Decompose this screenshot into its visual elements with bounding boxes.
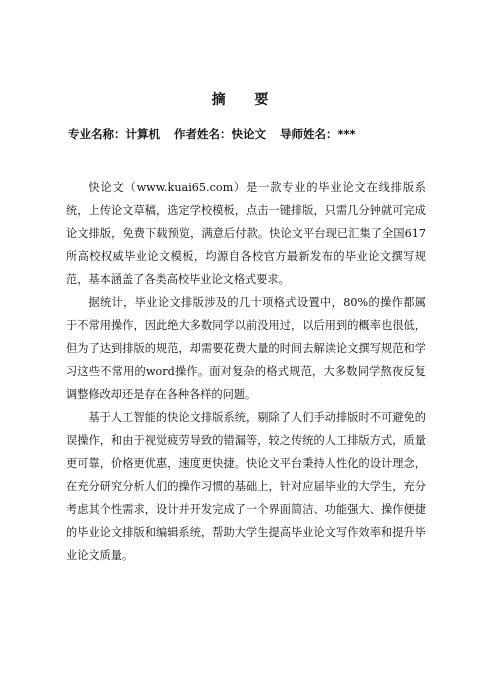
metadata-line bbox=[68, 126, 428, 142]
advisor-value: *** bbox=[337, 127, 356, 141]
author-value: 快论文 bbox=[231, 127, 267, 141]
abstract-title: 摘 要 bbox=[211, 92, 281, 108]
abstract-body bbox=[66, 176, 426, 567]
abstract-paragraph-3: 基于人工智能的快论文排版系统，剔除了人们手动排版时不可避免的误操作，和由于视觉疲劳导致的错漏等，较之传统的人工排版方式，质量更可靠，价格更优惠，速度更快捷。快论文平台秉持人性化的设计理念，在充分研究分析人们的操作习惯的基础上，针对应届毕业的大学生，充分考虑其个性需求，设计并开发完成了一个界面简洁、功能强大、操作便捷的毕业论文排版和编辑系统，帮助大学生提高毕业论文写作效率和提升毕业论文质量。 bbox=[66, 411, 426, 562]
advisor-field bbox=[280, 127, 356, 141]
abstract-paragraph-2: 据统计，毕业论文排版涉及的几十项格式设置中，80%的操作都属于不常用操作，因此绝大多数同学以前没用过，以后用到的概率也很低，但为了达到排版的规范，却需要花费大量的时间去解读论文撰写规范和学习这些不常用的word操作。面对复杂的格式规范，大多数同学熬夜反复调整修改却还是存在各种各样的问题。 bbox=[66, 296, 426, 401]
major-label: 专业名称： bbox=[68, 127, 126, 141]
author-label: 作者姓名： bbox=[174, 127, 232, 141]
author-field bbox=[174, 127, 266, 141]
major-value: 计算机 bbox=[125, 127, 160, 141]
major-field bbox=[68, 127, 160, 141]
advisor-label: 导师姓名： bbox=[280, 127, 338, 141]
abstract-paragraph-1: 快论文（www.kuai65.com）是一款专业的毕业论文在线排版系统，上传论文草稿，选定学校模板，点击一键排版，只需几分钟就可完成论文排版，免费下载预览，满意后付款。快论文平台现已汇集了全国617所高校权威毕业论文模板，均源自各校官方最新发布的毕业论文撰写规范，基本涵盖了各类高校毕业论文格式要求。 bbox=[66, 181, 426, 286]
